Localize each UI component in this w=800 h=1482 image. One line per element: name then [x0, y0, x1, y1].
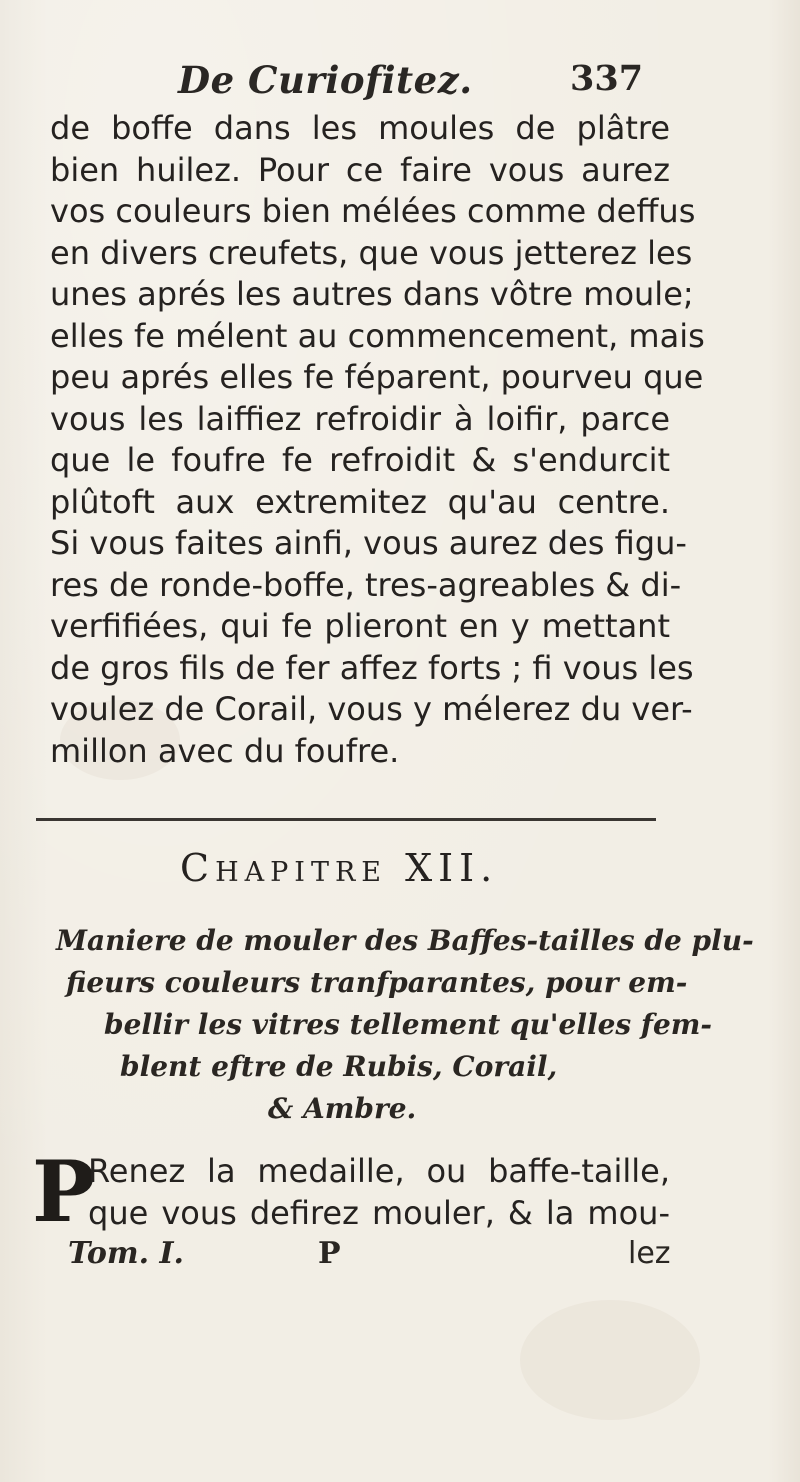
subtitle-line: Maniere de mouler des Baffes-tailles de plu-: [56, 924, 754, 957]
drop-cap: P: [32, 1142, 96, 1241]
text-line: voulez de Corail, vous y mélerez du ver-: [50, 690, 693, 728]
text-line: vous les laiffiez refroidir à loifir, parce: [50, 399, 670, 438]
text-line: bien huilez. Pour ce faire vous aurez: [50, 150, 670, 189]
catchword: lez: [628, 1236, 671, 1271]
text-line: plûtoft aux extremitez qu'au centre.: [50, 482, 670, 521]
running-title: De Curiofitez.: [178, 58, 473, 102]
page-footer: [0, 1236, 800, 1280]
text-line: de boffe dans les moules de plâtre: [50, 109, 670, 147]
page-number: 337: [570, 58, 644, 99]
chapter-heading: Chapitre XII.: [180, 846, 499, 890]
text-line: en divers creufets, que vous jetterez les: [50, 233, 693, 272]
text-line: res de ronde-boffe, tres-agreables & di-: [50, 565, 682, 604]
subtitle-line: & Ambre.: [268, 1092, 417, 1125]
text-line: que vous defirez mouler, & la mou-: [88, 1194, 670, 1232]
paragraph-1: [50, 108, 705, 772]
paragraph-2: [88, 1150, 670, 1234]
text-line: de gros fils de fer affez forts ; fi vous les: [50, 648, 694, 687]
running-head: [0, 58, 800, 108]
text-line: Renez la medaille, ou baffe-taille,: [88, 1152, 670, 1190]
subtitle-line: bellir les vitres tellement qu'elles fem-: [104, 1008, 713, 1041]
paper-stain: [520, 1300, 700, 1420]
text-line: que le foufre fe refroidit & s'endurcit: [50, 441, 670, 479]
text-line: elles fe mélent au commencement, mais: [50, 316, 705, 355]
text-line: verfifiées, qui fe plieront en y mettant: [50, 607, 670, 645]
text-line: unes aprés les autres dans vôtre moule;: [50, 275, 694, 313]
subtitle-line: fieurs couleurs tranfparantes, pour em-: [66, 966, 688, 999]
section-divider-rule: [36, 818, 656, 821]
subtitle-line: blent eftre de Rubis, Corail,: [120, 1050, 558, 1083]
text-line: peu aprés elles fe féparent, pourveu que: [50, 358, 704, 396]
signature-mark: P: [318, 1236, 341, 1271]
chapter-subtitle: [48, 920, 754, 1130]
volume-signature: Tom. I.: [68, 1236, 185, 1271]
text-line: Si vous faites ainfi, vous aurez des figu-: [50, 524, 687, 562]
text-line: vos couleurs bien mélées comme deffus: [50, 192, 696, 230]
text-line: millon avec du foufre.: [50, 731, 400, 770]
